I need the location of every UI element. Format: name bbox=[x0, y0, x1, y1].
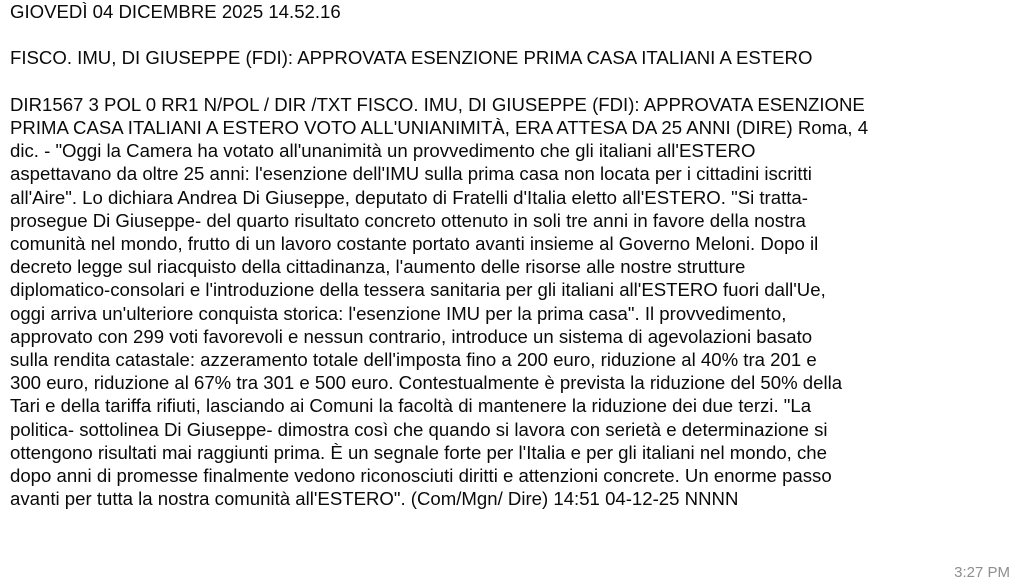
body-line: politica- sottolinea Di Giuseppe- dimostra così che quando si lavora con serietà e determinazione si bbox=[10, 418, 828, 440]
body-line: dic. - "Oggi la Camera ha votato all'unanimità un provvedimento che gli italiani all'ESTERO bbox=[10, 140, 756, 162]
spacer bbox=[10, 70, 1022, 93]
body-line: Tari e della tariffa rifiuti, lasciando ai Comuni la facoltà di mantenere la riduzione dei due terzi. "La bbox=[10, 395, 812, 417]
body-line: decreto legge sul riacquisto della cittadinanza, l'aumento delle risorse alle nostre strutture bbox=[10, 256, 746, 278]
message-timestamp: 3:27 PM bbox=[954, 564, 1010, 581]
body-line: approvato con 299 voti favorevoli e nessun contrario, introduce un sistema di agevolazioni basato bbox=[10, 325, 813, 347]
body-line: aspettavano da oltre 25 anni: l'esenzione dell'IMU sulla prima casa non locata per i cittadini iscritti bbox=[10, 163, 812, 185]
dateline: GIOVEDÌ 04 DICEMBRE 2025 14.52.16 bbox=[10, 1, 341, 22]
body-line: oggi arriva un'ulteriore conquista storica: l'esenzione IMU per la prima casa". Il provvedimento, bbox=[10, 302, 787, 324]
spacer bbox=[10, 23, 1022, 46]
body-line: dopo anni di promesse finalmente vedono riconosciuti diritti e attenzioni concrete. Un enorme passo bbox=[10, 465, 832, 487]
body-line: diplomatico-consolari e l'introduzione della tessera sanitaria per gli italiani all'ESTERO fuori dall'Ue, bbox=[10, 279, 826, 301]
body-line: sulla rendita catastale: azzeramento totale dell'imposta fino a 200 euro, riduzione al 40% tra 201 e bbox=[10, 349, 817, 371]
body-line: PRIMA CASA ITALIANI A ESTERO VOTO ALL'UNIANIMITÀ, ERA ATTESA DA 25 ANNI (DIRE) Roma, 4 bbox=[10, 116, 869, 138]
body-line: prosegue Di Giuseppe- del quarto risultato concreto ottenuto in soli tre anni in favore della nostra bbox=[10, 209, 806, 231]
message-bubble[interactable] bbox=[10, 0, 1022, 510]
body-line: all'Aire". Lo dichiara Andrea Di Giuseppe, deputato di Fratelli d'Italia eletto all'ESTERO. "Si tratta- bbox=[10, 186, 808, 208]
body-line: avanti per tutta la nostra comunità all'ESTERO". (Com/Mgn/ Dire) 14:51 04-12-25 NNNN bbox=[10, 488, 739, 510]
message-body bbox=[10, 93, 1022, 511]
body-line: DIR1567 3 POL 0 RR1 N/POL / DIR /TXT FISCO. IMU, DI GIUSEPPE (FDI): APPROVATA ESENZIONE bbox=[10, 93, 865, 115]
headline: FISCO. IMU, DI GIUSEPPE (FDI): APPROVATA ESENZIONE PRIMA CASA ITALIANI A ESTERO bbox=[10, 47, 813, 69]
body-line: ottengono risultati mai raggiunti prima. È un segnale forte per l'Italia e per gli italiani nel mondo, che bbox=[10, 441, 827, 463]
body-line: comunità nel mondo, frutto di un lavoro costante portato avanti insieme al Governo Meloni. Dopo il bbox=[10, 233, 819, 254]
body-line: 300 euro, riduzione al 67% tra 301 e 500 euro. Contestualmente è prevista la riduzione del 50% della bbox=[10, 372, 843, 394]
